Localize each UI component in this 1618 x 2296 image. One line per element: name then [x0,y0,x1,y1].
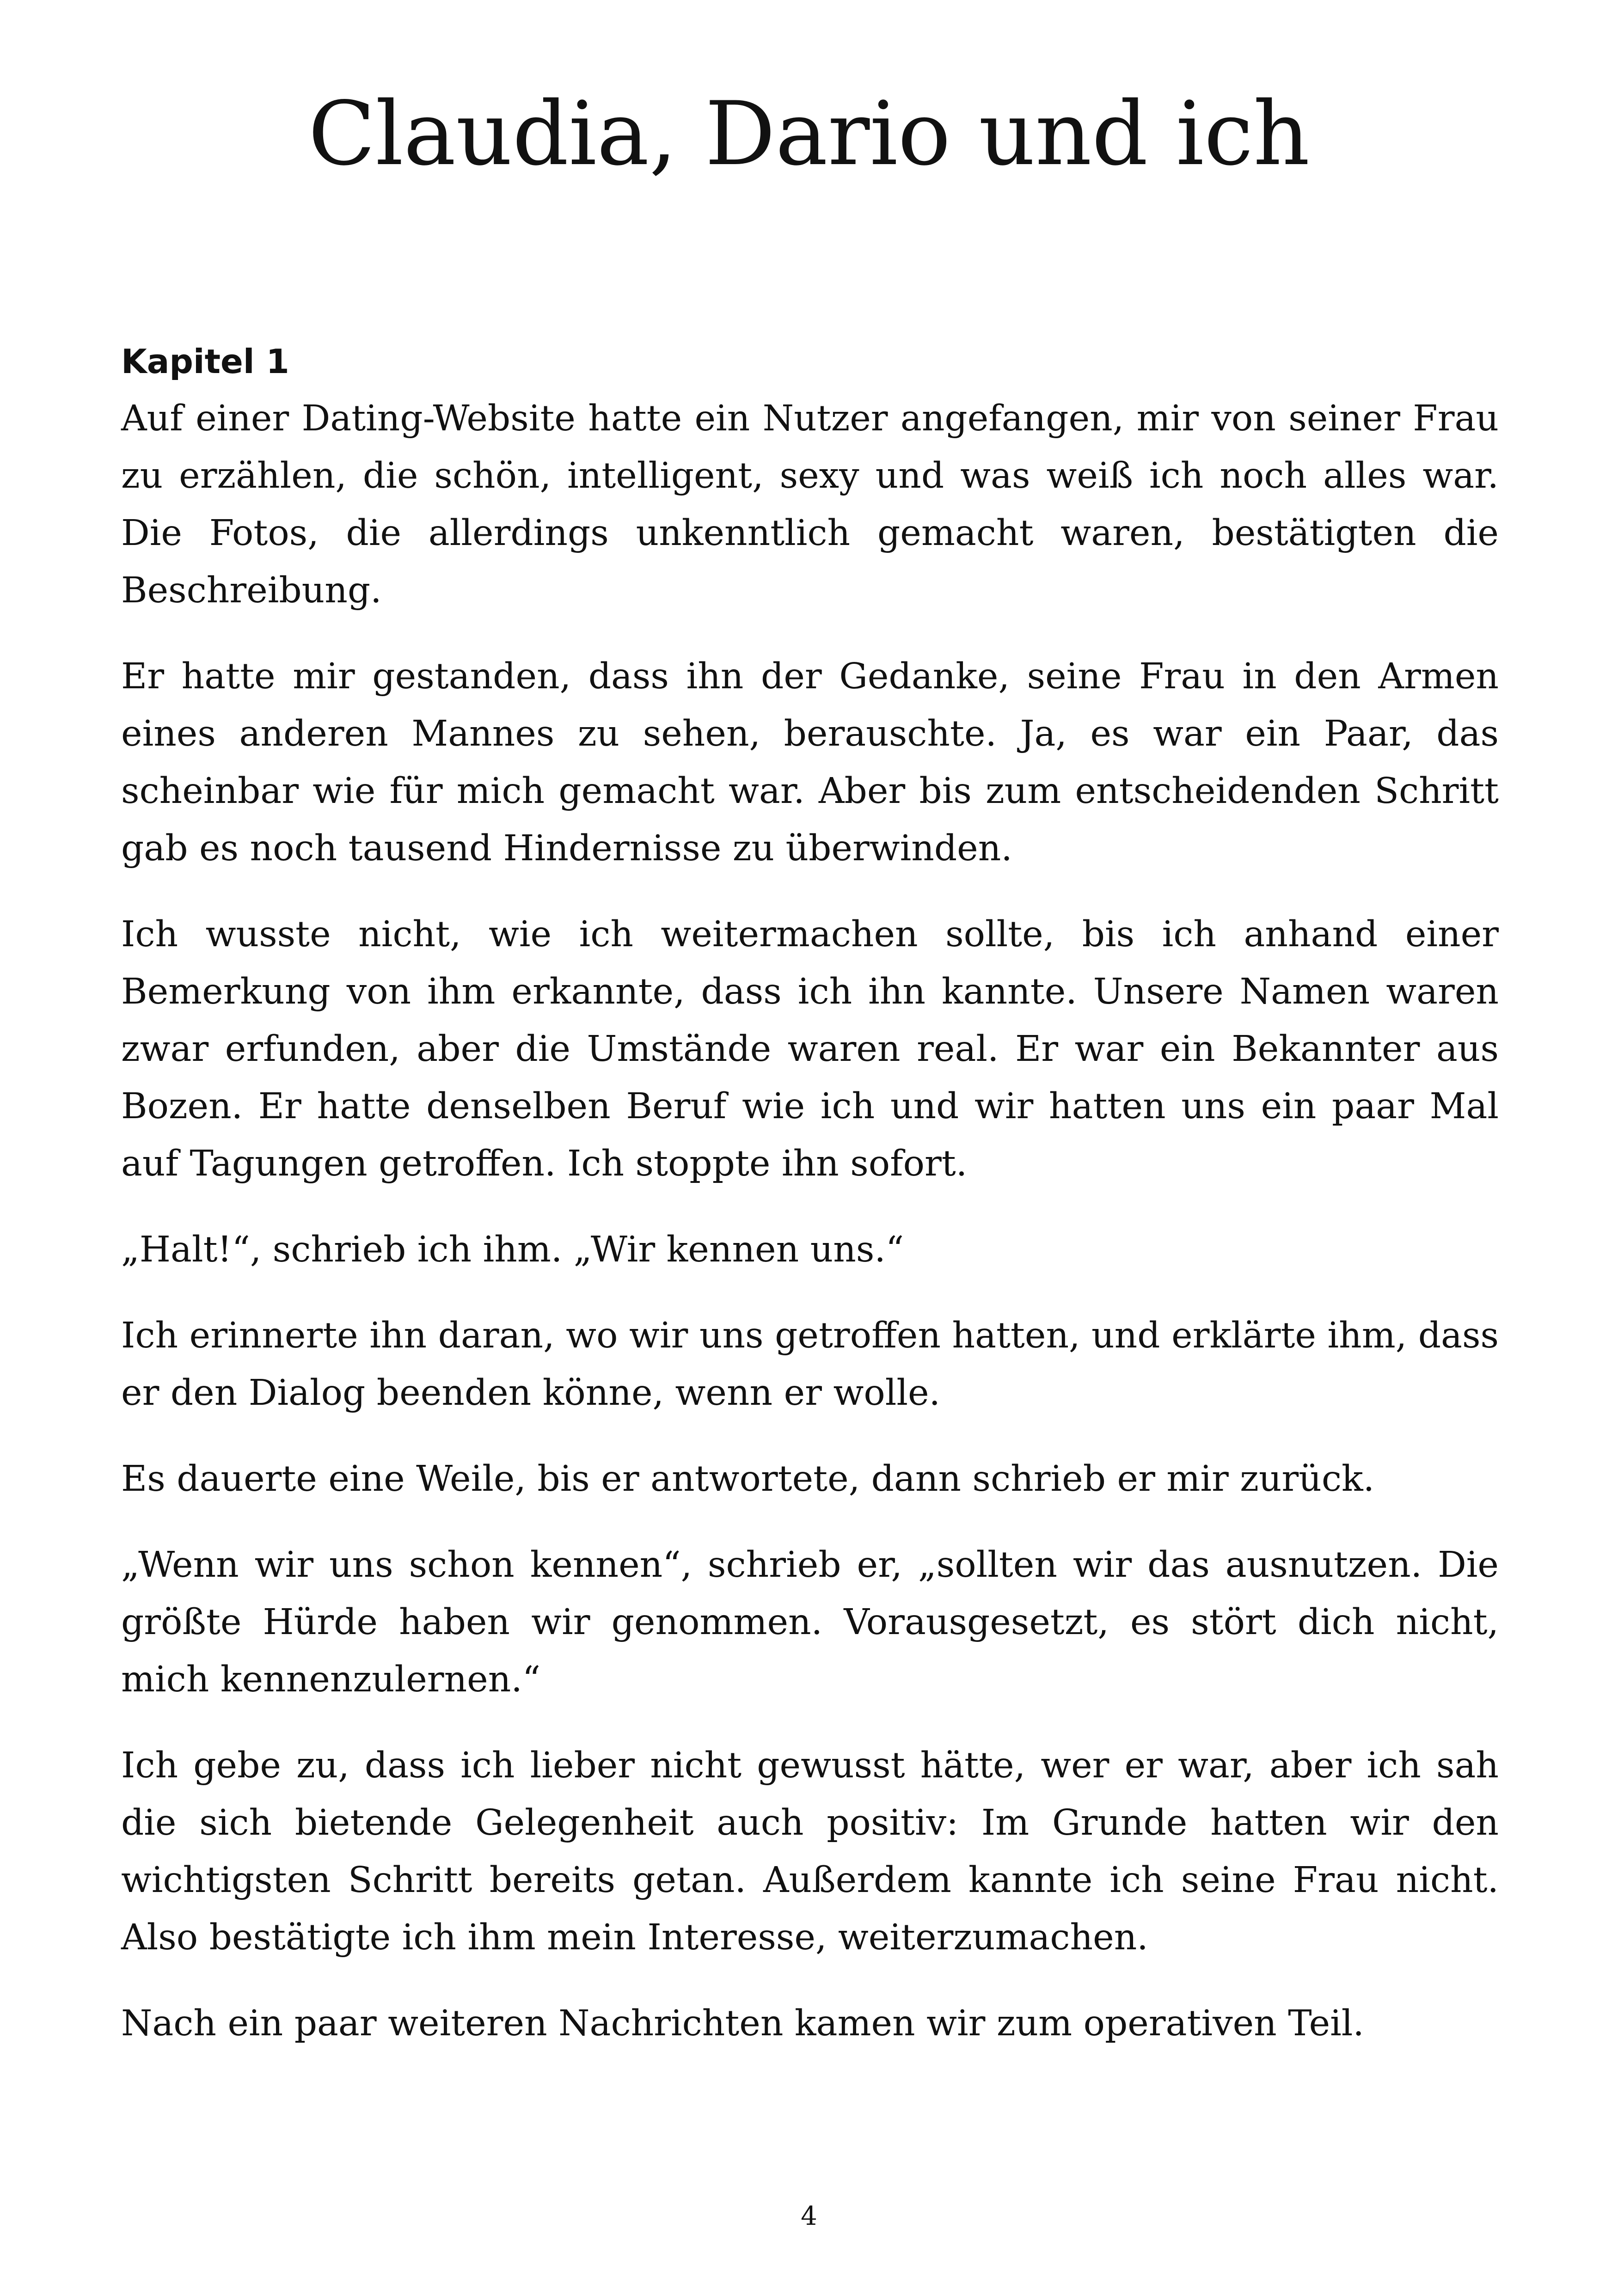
paragraph-3: Ich wusste nicht, wie ich weitermachen sollte, bis ich anhand einer Bemerkung von ihm erkannte, dass ich ihn kannte. Unsere Namen waren zwar erfunden, aber die Umstände waren real. Er war ein Bekannter aus Bozen. Er hatte denselben Beruf wie ich und wir hatten uns ein paar Mal auf Tagungen getroffen. Ich stoppte ihn sofort. [121,914,1499,1184]
paragraph-9: Nach ein paar weiteren Nachrichten kamen wir zum operativen Teil. [121,2003,1364,2044]
paragraph-2: Er hatte mir gestanden, dass ihn der Gedanke, seine Frau in den Armen eines anderen Mannes zu sehen, berauschte. Ja, es war ein Paar, das scheinbar wie für mich gemacht war. Aber bis zum entscheidenden Schritt gab es noch tausend Hindernisse zu überwinden. [121,656,1499,869]
page-number: 4 [801,2201,817,2231]
chapter-content [121,333,1499,2081]
paragraph-6: Es dauerte eine Weile, bis er antwortete, dann schrieb er mir zurück. [121,1458,1375,1500]
paragraph-7: „Wenn wir uns schon kennen“, schrieb er, „sollten wir das ausnutzen. Die größte Hürde haben wir genommen. Vorausgesetzt, es stört dich nicht, mich kennenzulernen.“ [121,1544,1499,1700]
chapter-heading: Kapitel 1 [121,342,289,381]
paragraph-8: Ich gebe zu, dass ich lieber nicht gewusst hätte, wer er war, aber ich sah die sich bietende Gelegenheit auch positiv: Im Grunde hatten wir den wichtigsten Schritt bereits getan. Außerdem kannte ich seine Frau nicht. Also bestätigte ich ihm mein Interesse, weiterzumachen. [121,1745,1499,1958]
page-title: Claudia, Dario und ich [308,83,1310,185]
paragraph-5: Ich erinnerte ihn daran, wo wir uns getroffen hatten, und erklärte ihm, dass er den Dialog beenden könne, wenn er wolle. [121,1315,1499,1414]
paragraph-4: „Halt!“, schrieb ich ihm. „Wir kennen uns.“ [121,1229,904,1270]
paragraph-1: Auf einer Dating-Website hatte ein Nutzer angefangen, mir von seiner Frau zu erzählen, die schön, intelligent, sexy und was weiß ich noch alles war. Die Fotos, die allerdings unkenntlich gemacht waren, bestätigten die Beschreibung. [121,398,1499,611]
